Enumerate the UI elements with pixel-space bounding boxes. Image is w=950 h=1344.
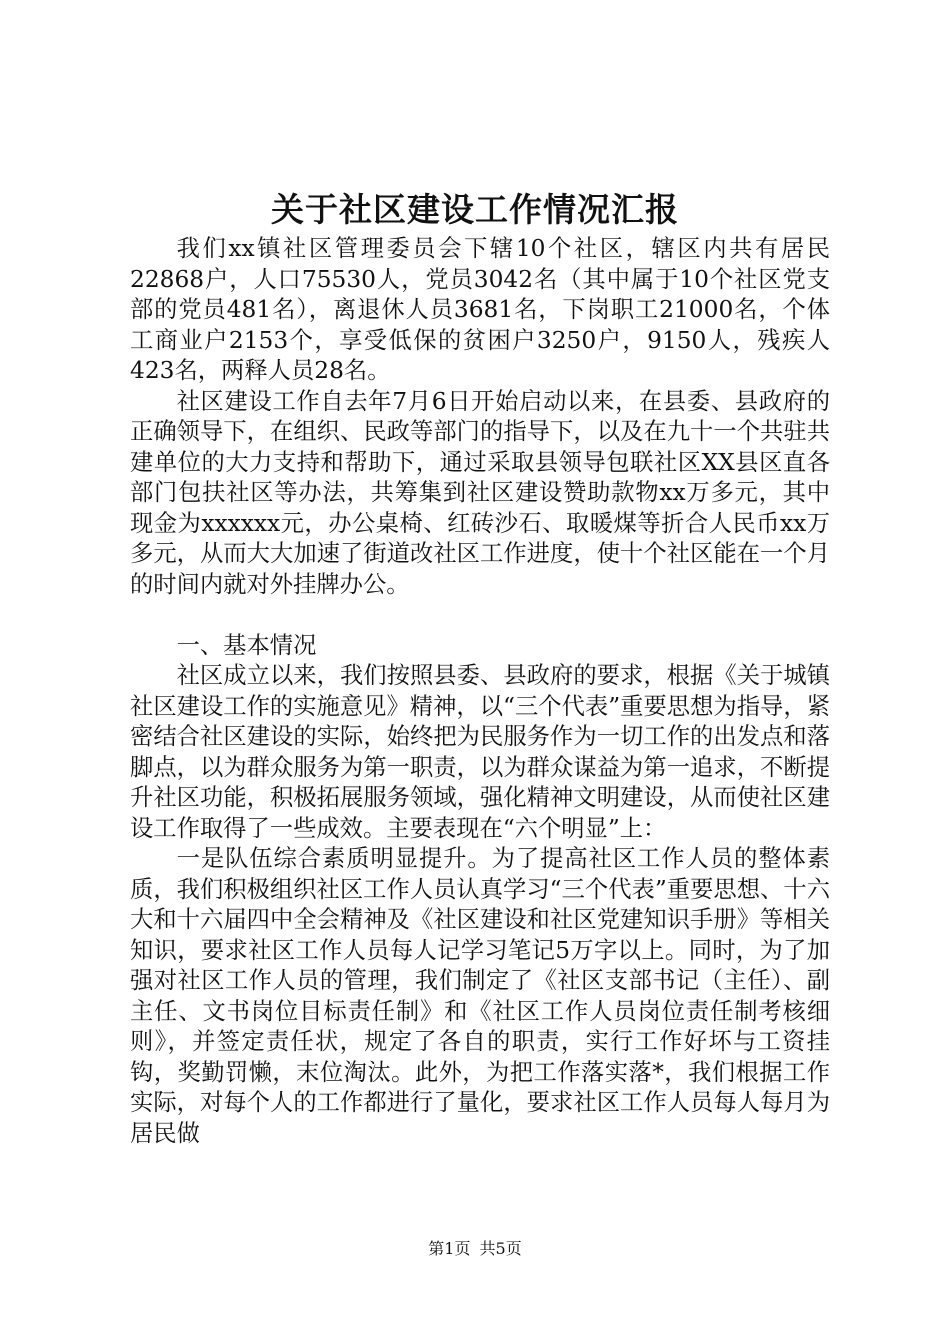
section-heading-basic-situation: 一、基本情况 xyxy=(176,631,317,659)
document-body xyxy=(130,234,830,1149)
paragraph-achievements-summary: 社区成立以来，我们按照县委、县政府的要求，根据《关于城镇社区建设工作的实施意见》精神，以“三个代表”重要思想为指导，紧密结合社区建设的实际，始终把为民服务作为一切工作的出发点和落脚点，以为群众服务为第一职责，以为群众谋益为第一追求，不断提升社区功能，积极拓展服务领域，强化精神文明建设，从而使社区建设工作取得了一些成效。主要表现在“六个明显”上： xyxy=(130,662,830,842)
paragraph-community-overview: 我们xx镇社区管理委员会下辖10个社区，辖区内共有居民22868户，人口75530人，党员3042名（其中属于10个社区党支部的党员481名），离退休人员3681名，下岗职工21000名，个体工商业户2153个，享受低保的贫困户3250户，9150人，残疾人423名，两释人员28名。 xyxy=(130,235,830,384)
paragraph-construction-launch: 社区建设工作自去年7月6日开始启动以来，在县委、县政府的正确领导下，在组织、民政等部门的指导下，以及在九十一个共驻共建单位的大力支持和帮助下，通过采取县领导包联社区XX县区直各部门包扶社区等办法，共筹集到社区建设赞助款物xx万多元，其中现金为xxxxxx元，办公桌椅、红砖沙石、取暖煤等折合人民币xx万多元，从而大大加速了街道改社区工作进度，使十个社区能在一个月的时间内就对外挂牌办公。 xyxy=(130,387,830,598)
paragraph-team-quality: 一是队伍综合素质明显提升。为了提高社区工作人员的整体素质，我们积极组织社区工作人员认真学习“三个代表”重要思想、十六大和十六届四中全会精神及《社区建设和社区党建知识手册》等相关知识，要求社区工作人员每人记学习笔记5万字以上。同时，为了加强对社区工作人员的管理，我们制定了《社区支部书记（主任）、副主任、文书岗位目标责任制》和《社区工作人员岗位责任制考核细则》，并签定责任状，规定了各自的职责，实行工作好坏与工资挂钩，奖勤罚懒，末位淘汰。此外，为把工作落实落*，我们根据工作实际，对每个人的工作都进行了量化，要求社区工作人员每人每月为居民做 xyxy=(130,845,830,1147)
document-title: 关于社区建设工作情况汇报 xyxy=(271,190,679,229)
page-footer xyxy=(0,1238,950,1260)
page-total: 共5页 xyxy=(479,1239,522,1258)
page-number: 第1页 xyxy=(428,1239,471,1258)
